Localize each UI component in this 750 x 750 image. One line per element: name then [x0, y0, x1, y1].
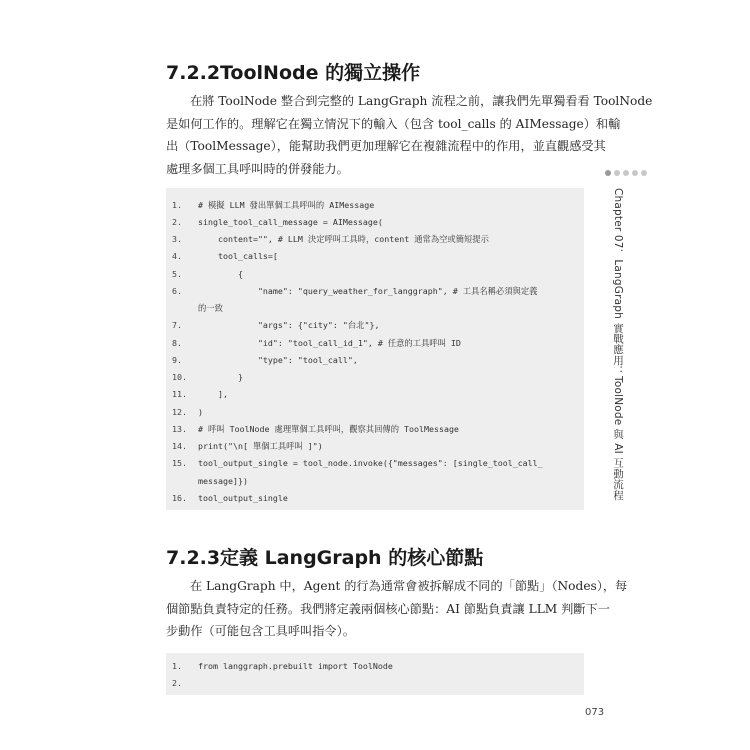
- code-line: [172, 248, 578, 265]
- progress-dot: [641, 170, 647, 176]
- chapter-side-label: Chapter 07．LangGraph 實戰應用：ToolNode 與 AI 互動流程: [612, 188, 624, 501]
- paragraph-line: 處理多個工具呼叫時的併發能力。: [166, 161, 349, 176]
- line-number: 13.: [172, 423, 187, 434]
- code-line: [172, 317, 578, 334]
- paragraph-line: 在 LangGraph 中，Agent 的行為通常會被拆解成不同的「節點」（Nodes），每: [190, 579, 628, 593]
- line-number: 1.: [172, 660, 182, 671]
- progress-dot: [614, 170, 620, 176]
- code-text: "type": "tool_call",: [198, 354, 358, 365]
- code-line: [172, 300, 578, 317]
- section-title: ToolNode 的獨立操作: [220, 62, 421, 84]
- paragraph-line: 出（ToolMessage），能幫助我們更加理解它在複雜流程中的作用，並直觀感受其: [166, 139, 606, 153]
- code-text: "name": "query_weather_for_langgraph", # 工具名稱必須與定義: [198, 285, 538, 296]
- line-number: 2.: [172, 677, 182, 688]
- line-number: 12.: [172, 406, 187, 417]
- code-line: [172, 489, 578, 506]
- paragraph-line: 步動作（可能包含工具呼叫指令）。: [166, 624, 355, 638]
- page-number: 073: [585, 707, 605, 718]
- progress-dot: [605, 170, 611, 176]
- line-number: 4.: [172, 251, 182, 262]
- section-heading-722: [166, 58, 420, 85]
- code-text: ): [198, 406, 203, 417]
- line-number: 15.: [172, 458, 187, 469]
- paragraph-line: 個節點負責特定的任務。我們將定義兩個核心節點：AI 節點負責讓 LLM 判斷下一: [166, 601, 610, 616]
- progress-dot: [632, 170, 638, 176]
- line-number: 3.: [172, 234, 182, 245]
- code-text: 的一致: [198, 303, 223, 314]
- code-line: [172, 403, 578, 420]
- code-line: [172, 369, 578, 386]
- code-text: tool_output_single: [198, 492, 288, 503]
- code-line: [172, 213, 578, 230]
- code-line: [172, 386, 578, 403]
- chapter-progress-dots: [605, 170, 647, 176]
- line-number: 16.: [172, 492, 187, 503]
- code-line: [172, 265, 578, 282]
- code-text: single_tool_call_message = AIMessage(: [198, 216, 383, 227]
- section-heading-723: [166, 543, 483, 570]
- code-text: tool_output_single = tool_node.invoke({"messages": [single_tool_call_: [198, 458, 543, 469]
- code-text: "id": "tool_call_id_1", # 任意的工具呼叫 ID: [198, 337, 461, 348]
- code-text: content="", # LLM 決定呼叫工具時，content 通常為空或簡短提示: [198, 234, 489, 245]
- code-text: tool_calls=[: [198, 251, 278, 262]
- code-line: [172, 231, 578, 248]
- code-text: }: [198, 372, 243, 383]
- section-number: 7.2.3: [166, 547, 221, 569]
- paragraph-line: 是如何工作的。理解它在獨立情況下的輸入（包含 tool_calls 的 AIMessage）和輸: [166, 116, 621, 131]
- code-text: {: [198, 268, 243, 279]
- line-number: 1.: [172, 199, 182, 210]
- section-number: 7.2.2: [166, 62, 221, 84]
- progress-dot: [623, 170, 629, 176]
- code-text: "args": {"city": "台北"},: [198, 320, 380, 331]
- code-text: message]}): [198, 475, 248, 486]
- line-number: 14.: [172, 441, 187, 452]
- code-line: [172, 472, 578, 489]
- line-number: 8.: [172, 337, 182, 348]
- code-text: from langgraph.prebuilt import ToolNode: [198, 660, 393, 671]
- code-line: [172, 674, 578, 691]
- line-number: 7.: [172, 320, 182, 331]
- line-number: 5.: [172, 268, 182, 279]
- section-723-paragraph: [166, 575, 628, 643]
- code-line: [172, 455, 578, 472]
- code-text: ],: [198, 389, 228, 400]
- code-text: # 呼叫 ToolNode 處理單個工具呼叫，觀察其回傳的 ToolMessage: [198, 423, 459, 434]
- line-number: 6.: [172, 285, 182, 296]
- section-722-paragraph: [166, 90, 653, 180]
- section-title: 定義 LangGraph 的核心節點: [220, 547, 484, 569]
- code-block-toolnode-example: [166, 188, 584, 510]
- paragraph-line: 在將 ToolNode 整合到完整的 LangGraph 流程之前，讓我們先單獨看看 ToolNode: [190, 94, 653, 108]
- code-text: print("\n[ 單個工具呼叫 ]"): [198, 441, 323, 452]
- code-line: [172, 657, 578, 674]
- code-line: [172, 438, 578, 455]
- line-number: 11.: [172, 389, 187, 400]
- code-text: # 模擬 LLM 發出單個工具呼叫的 AIMessage: [198, 199, 375, 210]
- code-line: [172, 351, 578, 368]
- code-line: [172, 196, 578, 213]
- code-line: [172, 334, 578, 351]
- line-number: 10.: [172, 372, 187, 383]
- code-block-import: [166, 653, 584, 695]
- line-number: 9.: [172, 354, 182, 365]
- code-line: [172, 282, 578, 299]
- code-line: [172, 420, 578, 437]
- line-number: 2.: [172, 216, 182, 227]
